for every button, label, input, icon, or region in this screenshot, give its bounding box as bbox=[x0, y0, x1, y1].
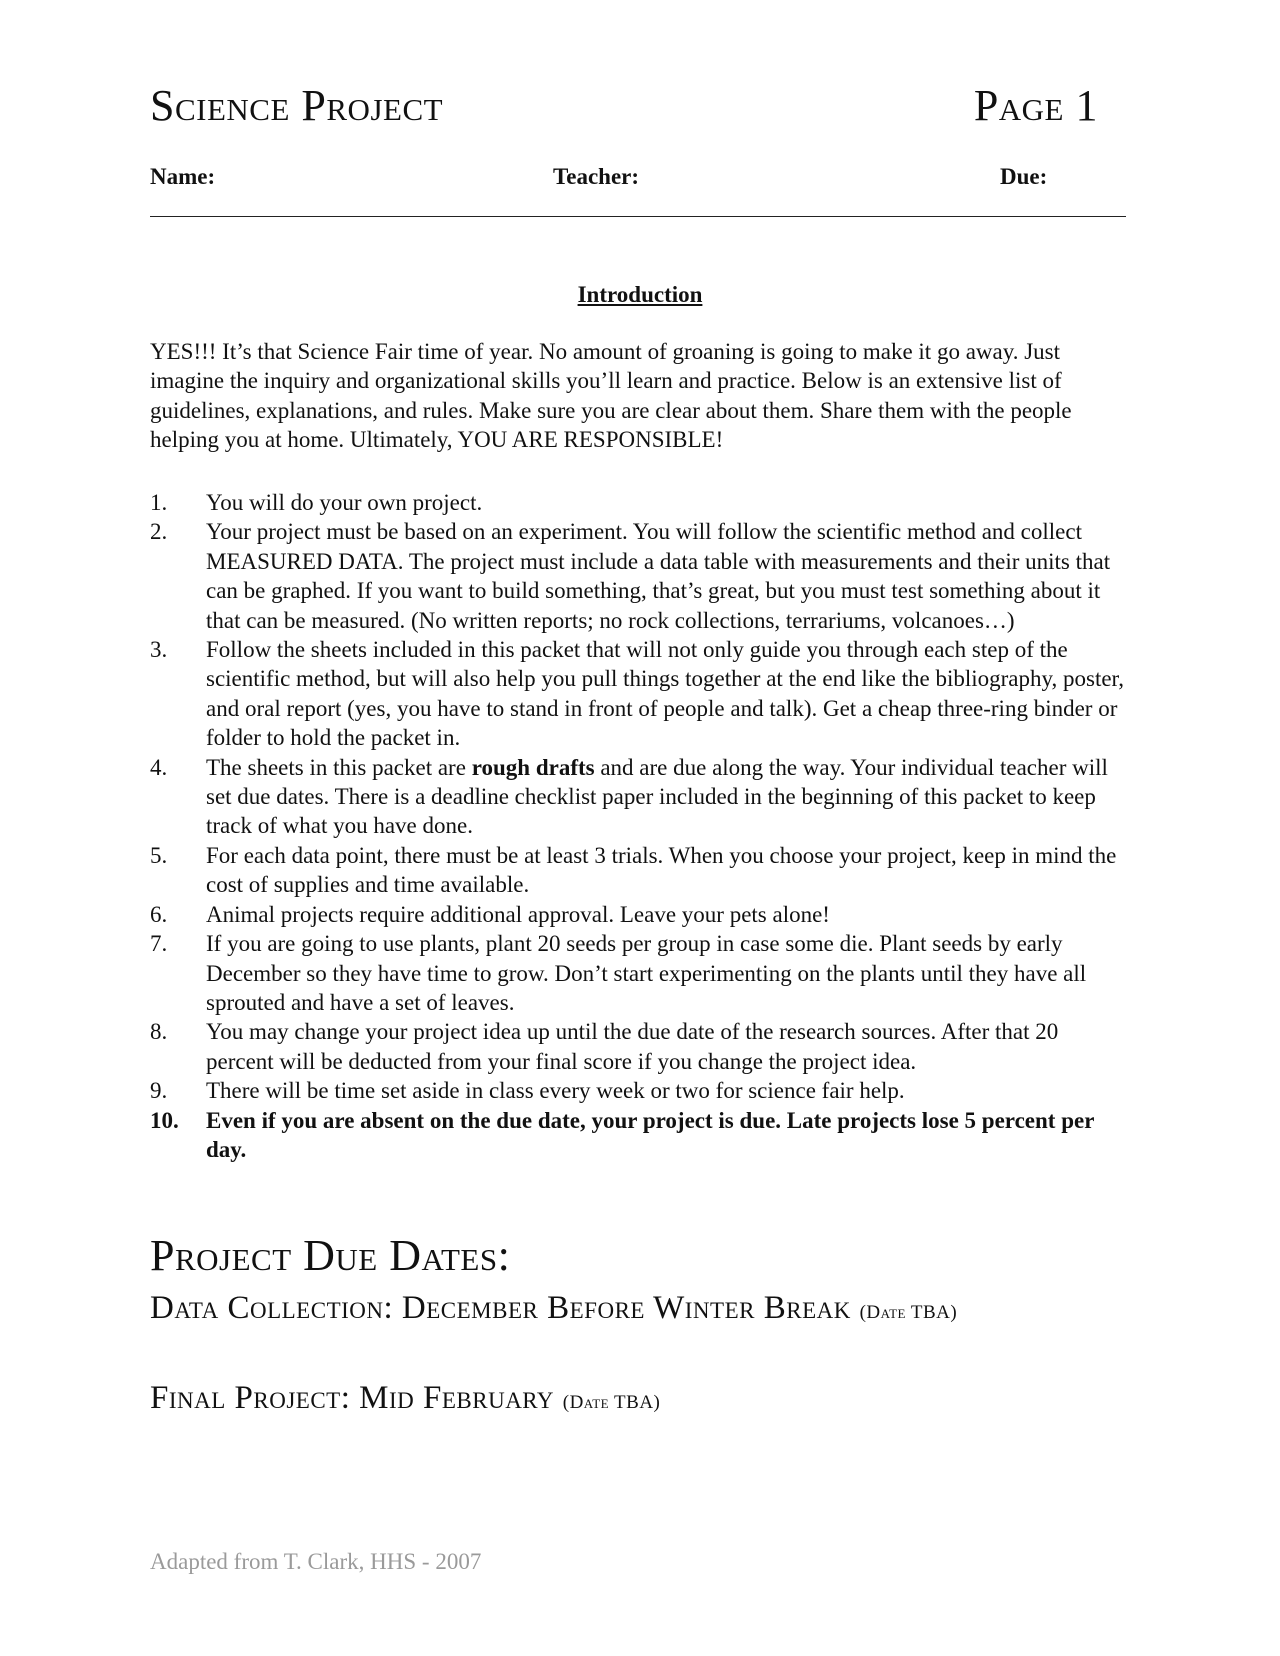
list-number: 6. bbox=[150, 901, 168, 927]
list-number: 2. bbox=[150, 519, 168, 545]
document-title: Science Project bbox=[150, 81, 444, 130]
list-item-text-start: The sheets in this packet are bbox=[206, 754, 472, 780]
list-item-text: You will do your own project. bbox=[206, 490, 483, 515]
footer-credit: Adapted from T. Clark, HHS - 2007 bbox=[150, 1549, 482, 1574]
page-header bbox=[150, 80, 1130, 140]
data-collection-text: Data Collection: December Before Winter Break bbox=[150, 1290, 851, 1326]
header-divider bbox=[150, 216, 1126, 217]
list-item bbox=[150, 929, 1130, 1017]
list-item-text: You may change your project idea up until the due date of the research sources. After that 20 percent will be deducted from your final score if you change the project idea. bbox=[206, 1019, 1059, 1074]
due-dates-heading: Project Due Dates: bbox=[150, 1231, 511, 1280]
list-number: 8. bbox=[150, 1019, 168, 1045]
introduction-paragraph: YES!!! It’s that Science Fair time of year. No amount of groaning is going to make it go away. Just imagine the inquiry and organizational skills you’ll learn and practice. Below is an extensive list of guidelines, explanations, and rules. Make sure you are clear about them. Share them with the people helping you at home. Ultimately, YOU ARE RESPONSIBLE! bbox=[150, 339, 1072, 453]
due-label: Due: bbox=[1000, 164, 1048, 189]
final-project-tba: (Date TBA) bbox=[562, 1392, 661, 1413]
list-item bbox=[150, 488, 1130, 517]
introduction-heading: Introduction bbox=[577, 282, 703, 307]
data-collection-due bbox=[150, 1290, 957, 1327]
list-item bbox=[150, 841, 1130, 900]
name-label: Name: bbox=[150, 164, 216, 189]
list-item-text: Even if you are absent on the due date, your project is due. Late projects lose 5 percent per day. bbox=[206, 1107, 1095, 1162]
list-item bbox=[150, 1017, 1130, 1076]
list-item-text: There will be time set aside in class every week or two for science fair help. bbox=[206, 1078, 905, 1104]
list-item-text: For each data point, there must be at least 3 trials. When you choose your project, keep in mind the cost of supplies and time available. bbox=[206, 842, 1117, 898]
list-number: 5. bbox=[150, 842, 168, 868]
list-number: 10. bbox=[150, 1107, 179, 1133]
list-item-text: Follow the sheets included in this packet that will not only guide you through each step of the scientific method, but will also help you pull things together at the end like the bibliography, poster, and oral report (yes, you have to stand in front of people and talk). Get a cheap three-ring binder or folder to hold the packet in. bbox=[206, 637, 1125, 751]
list-number: 9. bbox=[150, 1078, 168, 1104]
list-item-late-policy bbox=[150, 1106, 1130, 1165]
list-item bbox=[150, 1076, 1130, 1105]
list-number: 3. bbox=[150, 637, 168, 663]
final-project-text: Final Project: Mid February bbox=[150, 1380, 554, 1416]
list-number: 1. bbox=[150, 490, 168, 515]
list-item-text: Your project must be based on an experiment. You will follow the scientific method and collect MEASURED DATA. The project must include a data table with measurements and their units that can be graphed. If you want to build something, that’s great, but you must test something about it that can be measured. (No written reports; no rock collections, terrariums, volcanoes…) bbox=[206, 519, 1111, 633]
list-item bbox=[150, 635, 1130, 753]
rules-list bbox=[150, 488, 1130, 1164]
list-item bbox=[150, 753, 1130, 841]
list-item bbox=[150, 900, 1130, 929]
page-number: Page 1 bbox=[973, 81, 1098, 130]
list-item bbox=[150, 517, 1130, 635]
teacher-label: Teacher: bbox=[553, 164, 640, 189]
final-project-due bbox=[150, 1380, 660, 1417]
list-item-text-end: and are due along the way. Your individual teacher will set due dates. There is a deadline checklist paper included in the beginning of this packet to keep track of what you have done. bbox=[206, 754, 1108, 839]
rough-drafts-emphasis: rough drafts bbox=[471, 754, 595, 780]
data-collection-tba: (Date TBA) bbox=[859, 1302, 958, 1323]
list-item-text: Animal projects require additional approval. Leave your pets alone! bbox=[206, 901, 830, 927]
list-number: 4. bbox=[150, 754, 168, 780]
list-item-text: If you are going to use plants, plant 20 seeds per group in case some die. Plant seeds by early December so they have time to grow. Don’t start experimenting on the plants until they have all sprouted and have a set of leaves. bbox=[206, 931, 1087, 1015]
list-number: 7. bbox=[150, 931, 168, 957]
